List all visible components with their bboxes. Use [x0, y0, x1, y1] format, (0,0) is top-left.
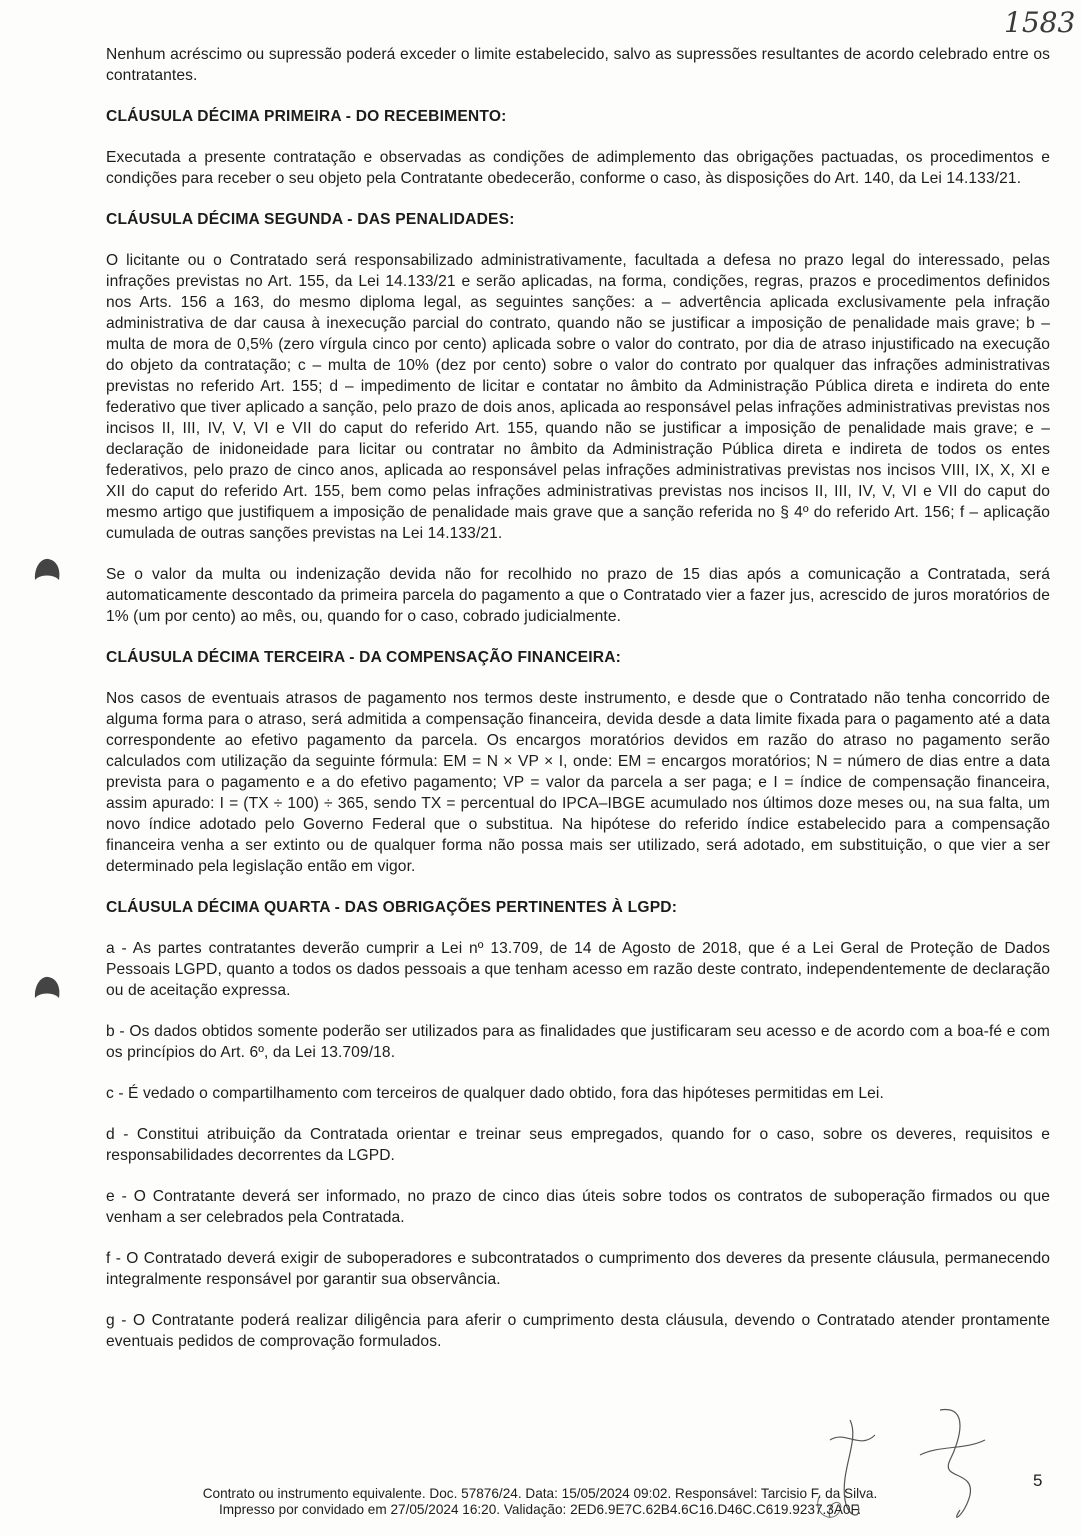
- paragraph-scope-limit: Nenhum acréscimo ou supressão poderá exceder o limite estabelecido, salvo as supressões resultantes de acordo celebrado entre os contratantes.: [106, 46, 1050, 84]
- heading-clause-11: CLÁUSULA DÉCIMA PRIMEIRA - DO RECEBIMENTO:: [106, 108, 507, 125]
- page-number: 5: [1033, 1471, 1043, 1490]
- footer-line-validation: Impresso por convidado em 27/05/2024 16:20. Validação: 2ED6.9E7C.62B4.6C16.D46C.C619.9237.3A0F.: [218, 1502, 862, 1517]
- paragraph-clause-12-sanctions: O licitante ou o Contratado será responsabilizado administrativamente, facultada a defesa no prazo legal do interessado, pelas infrações previstas no Art. 155, da Lei 14.133/21 e serão aplicadas, na forma, condições, regras, prazos e procedimentos definidos nos Arts. 156 a 163, do mesmo diploma legal, as seguintes sanções: a – advertência aplicada exclusivamente pela infração administrativa de dar causa à inexecução parcial do contrato, quando não se justificar a imposição de penalidade mais grave; b – multa de mora de 0,5% (zero vírgula cinco por cento) aplicada sobre o valor do contrato, por dia de atraso injustificado na execução do objeto da contratação; c – multa de 10% (dez por cento) sobre o valor do contrato por qualquer das infrações administrativas previstas no referido Art. 155; d – impedimento de licitar e contatar no âmbito da Administração Pública direta e indireta do ente federativo que tiver aplicado a sanção, pelo prazo de dois anos, aplicada ao responsável pelas infrações administrativas previstas nos incisos II, III, IV, V, VI e VII do caput do referido Art. 155, quando não se justificar a imposição de penalidade mais grave; e – declaração de inidoneidade para licitar ou contratar no âmbito da Administração Pública direta e indireta de todos os entes federativos, pelo prazo de cinco anos, aplicada ao responsável pelas infrações administrativas previstas nos incisos VIII, IX, X, XI e XII do caput do referido Art. 155, bem como pelas infrações administrativas previstas nos incisos II, III, IV, V, VI e VII do caput do mesmo artigo que justifiquem a imposição de penalidade mais grave que a sanção referida no § 4º do referido Art. 156; f – aplicação cumulada de outras sanções previstas na Lei 14.133/21.: [106, 252, 1050, 542]
- heading-clause-13: CLÁUSULA DÉCIMA TERCEIRA - DA COMPENSAÇÃO FINANCEIRA:: [106, 649, 622, 666]
- paragraph-clause-14-g: g - O Contratante poderá realizar diligência para aferir o cumprimento desta cláusula, devendo o Contratado atender prontamente eventuais pedidos de comprovação formulados.: [106, 1312, 1050, 1350]
- handwritten-page-mark: 1583: [1004, 6, 1076, 39]
- paragraph-clause-12-fine: Se o valor da multa ou indenização devida não for recolhido no prazo de 15 dias após a comunicação a Contratada, será automaticamente descontado da primeira parcela do pagamento a que o Contratado vier a fazer jus, acrescido de juros moratórios de 1% (um por cento) ao mês, ou, quando for o caso, cobrado judicialmente.: [106, 566, 1050, 625]
- document-body: [106, 44, 1050, 1372]
- paragraph-clause-14-b: b - Os dados obtidos somente poderão ser utilizados para as finalidades que justificaram seu acesso e de acordo com a boa-fé e com os princípios do Art. 6º, da Lei 13.709/18.: [106, 1023, 1050, 1061]
- paragraph-clause-14-c: c - É vedado o compartilhamento com terceiros de qualquer dado obtido, fora das hipóteses permitidas em Lei.: [106, 1085, 884, 1102]
- paragraph-clause-14-f: f - O Contratado deverá exigir de suboperadores e subcontratados o cumprimento dos deveres da presente cláusula, permanecendo integralmente responsável por garantir sua observância.: [106, 1250, 1050, 1288]
- heading-clause-14: CLÁUSULA DÉCIMA QUARTA - DAS OBRIGAÇÕES PERTINENTES À LGPD:: [106, 899, 678, 916]
- punch-hole-mark: [32, 556, 62, 582]
- paragraph-clause-11: Executada a presente contratação e observadas as condições de adimplemento das obrigações pactuadas, os procedimentos e condições para receber o seu objeto pela Contratante obedecerão, conforme o caso, às disposições do Art. 140, da Lei 14.133/21.: [106, 149, 1050, 187]
- footer-line-document: Contrato ou instrumento equivalente. Doc. 57876/24. Data: 15/05/2024 09:02. Responsável: Tarcisio F. da Silva.: [202, 1486, 878, 1501]
- punch-hole-mark: [32, 974, 62, 1000]
- heading-clause-12: CLÁUSULA DÉCIMA SEGUNDA - DAS PENALIDADES:: [106, 211, 515, 228]
- paragraph-clause-14-a: a - As partes contratantes deverão cumprir a Lei nº 13.709, de 14 de Agosto de 2018, que é a Lei Geral de Proteção de Dados Pessoais LGPD, quanto a todos os dados pessoais a que tenham acesso em razão deste contrato, independentemente de declaração ou de aceitação expressa.: [106, 940, 1050, 999]
- footer-validation: [130, 1486, 950, 1518]
- paragraph-clause-14-d: d - Constitui atribuição da Contratada orientar e treinar seus empregados, quando for o caso, sobre os deveres, requisitos e responsabilidades decorrentes da LGPD.: [106, 1126, 1050, 1164]
- paragraph-clause-14-e: e - O Contratante deverá ser informado, no prazo de cinco dias úteis sobre todos os contratos de suboperação firmados ou que venham a ser celebrados pela Contratada.: [106, 1188, 1050, 1226]
- paragraph-clause-13: Nos casos de eventuais atrasos de pagamento nos termos deste instrumento, e desde que o Contratado não tenha concorrido de alguma forma para o atraso, será admitida a compensação financeira, devida desde a data limite fixada para o pagamento até a data correspondente ao efetivo pagamento da parcela. Os encargos moratórios devidos em razão do atraso no pagamento serão calculados com utilização da seguinte fórmula: EM = N × VP × I, onde: EM = encargos moratórios; N = número de dias entre a data prevista para o pagamento e a do efetivo pagamento; VP = valor da parcela a ser paga; e I = índice de compensação financeira, assim apurado: I = (TX ÷ 100) ÷ 365, sendo TX = percentual do IPCA–IBGE acumulado nos últimos doze meses ou, na sua falta, um novo índice adotado pelo Governo Federal que o substitua. Na hipótese do referido índice estabelecido para a compensação financeira venha a ser extinto ou de qualquer forma não possa mais ser utilizado, será adotado, em substituição, o que vier a ser determinado pela legislação então em vigor.: [106, 690, 1050, 875]
